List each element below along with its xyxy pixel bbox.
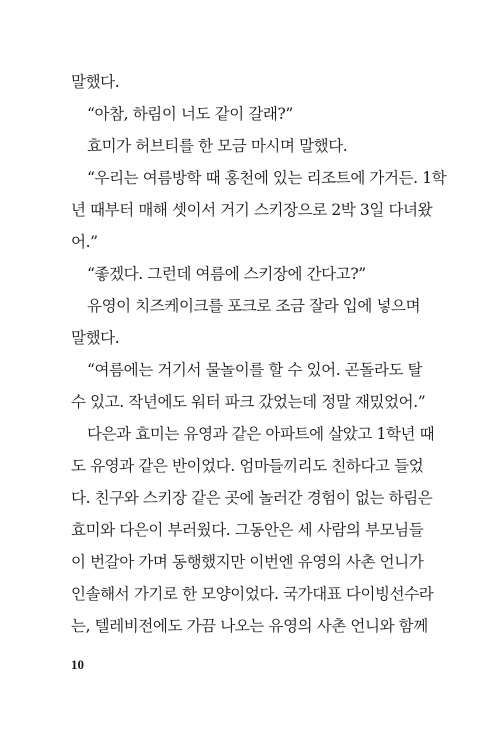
- text-line: 다. 친구와 스키장 같은 곳에 놀러간 경험이 없는 하림은: [71, 489, 433, 507]
- text-line: 말했다.: [71, 329, 120, 347]
- text-line: 년 때부터 매해 셋이서 거기 스키장으로 2박 3일 다녀왔: [71, 201, 433, 219]
- text-line: 이 번갈아 가며 동행했지만 이번엔 유영의 사촌 언니가: [71, 553, 424, 571]
- body-text: [71, 66, 447, 642]
- text-line: “우리는 여름방학 때 홍천에 있는 리조트에 가거든. 1학: [87, 169, 447, 187]
- text-line: 다은과 효미는 유영과 같은 아파트에 살았고 1학년 때: [87, 425, 435, 443]
- text-line: “여름에는 거기서 물놀이를 할 수 있어. 곤돌라도 탈: [87, 361, 423, 379]
- text-line: “아참, 하림이 너도 같이 갈래?”: [87, 105, 293, 123]
- text-line: “좋겠다. 그런데 여름에 스키장에 간다고?”: [87, 265, 366, 283]
- text-line: 인솔해서 가기로 한 모양이었다. 국가대표 다이빙선수라: [71, 585, 434, 603]
- page-number: 10: [71, 657, 84, 672]
- text-line: 도 유영과 같은 반이었다. 엄마들끼리도 친하다고 들었: [71, 457, 424, 475]
- text-line: 말했다.: [71, 73, 120, 91]
- text-line: 는, 텔레비전에도 가끔 나오는 유영의 사촌 언니와 함께: [71, 617, 428, 635]
- text-line: 효미와 다은이 부러웠다. 그동안은 세 사람의 부모님들: [71, 521, 424, 539]
- text-line: 유영이 치즈케이크를 포크로 조금 잘라 입에 넣으며: [87, 297, 421, 315]
- text-line: 수 있고. 작년에도 워터 파크 갔었는데 정말 재밌었어.”: [71, 393, 426, 411]
- text-line: 효미가 허브티를 한 모금 마시며 말했다.: [87, 137, 348, 155]
- text-line: 어.”: [71, 233, 98, 251]
